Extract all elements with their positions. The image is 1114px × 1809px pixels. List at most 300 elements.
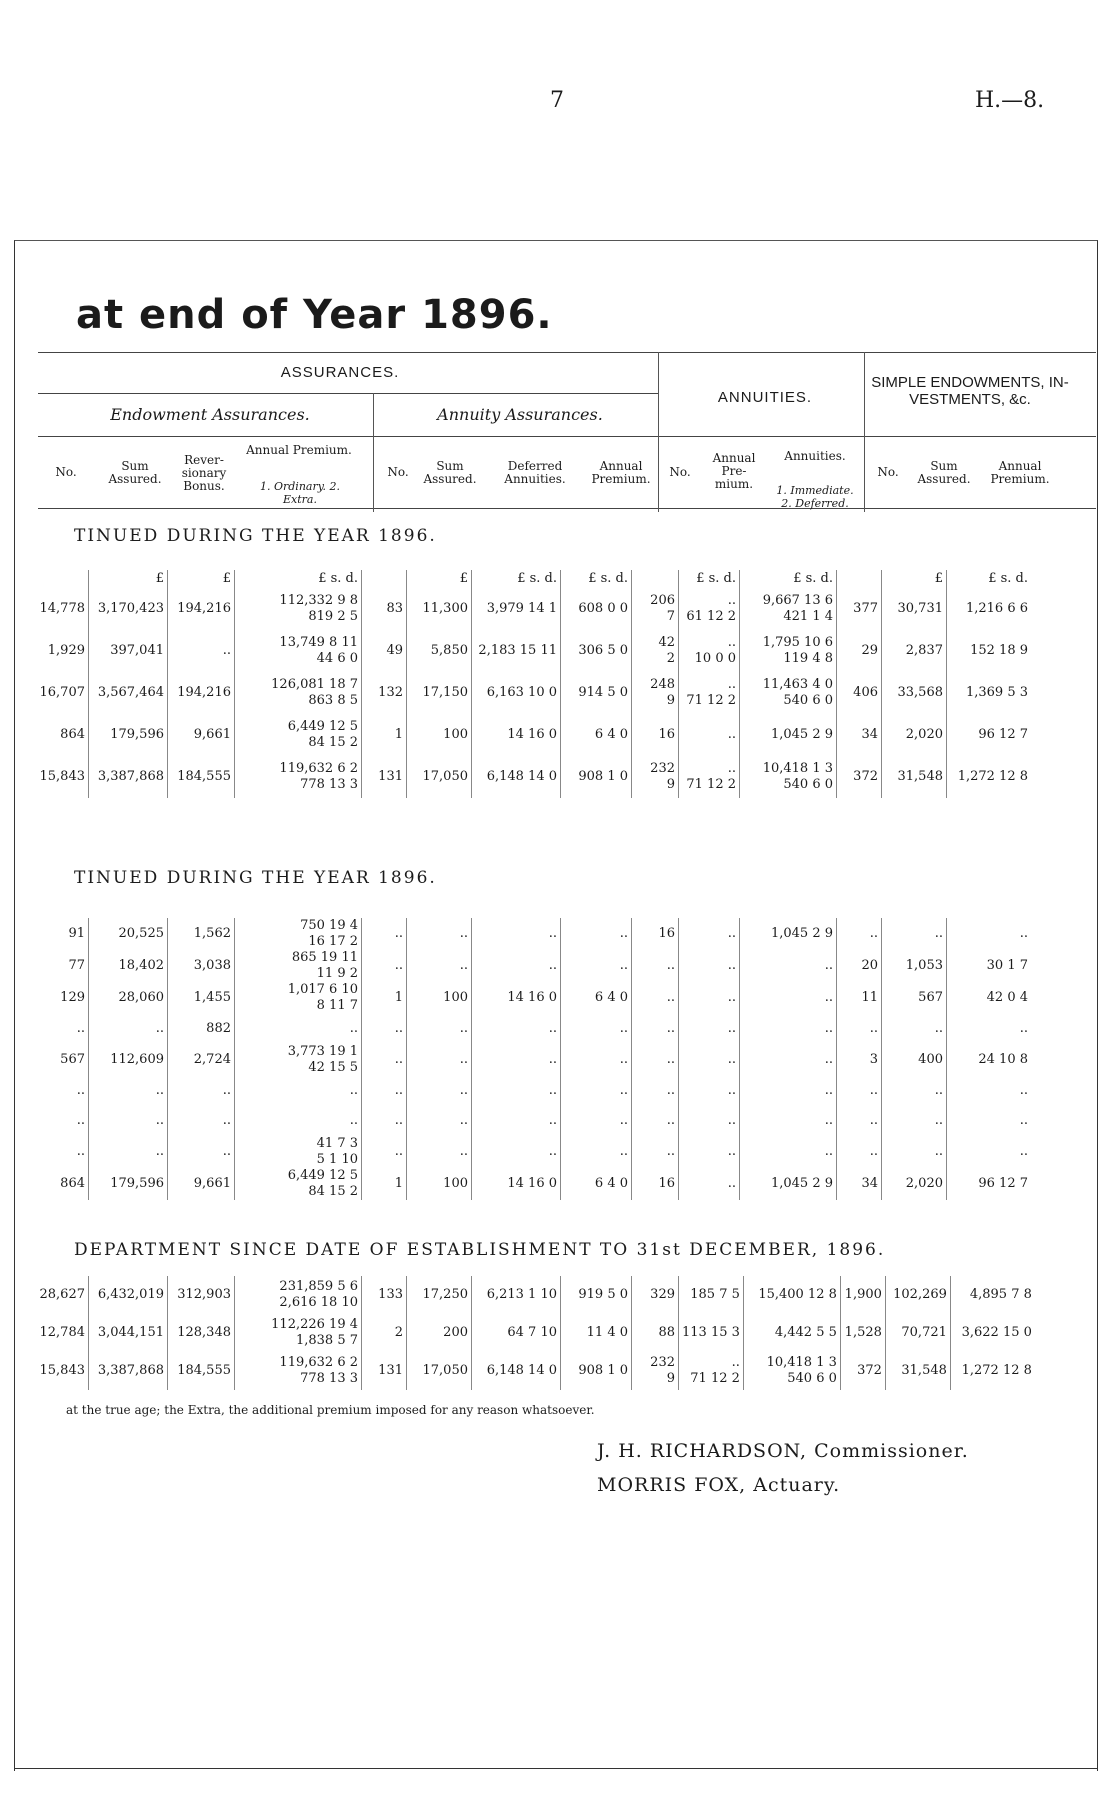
cell-line: 100	[443, 1176, 468, 1191]
table-cell	[235, 1076, 362, 1106]
table-cell	[235, 1168, 362, 1200]
table-cell	[740, 1044, 837, 1076]
table-cell	[168, 1352, 235, 1390]
table-cell	[632, 588, 679, 630]
cell-line: 421 1 4	[783, 609, 833, 624]
table-cell	[632, 1076, 679, 1106]
cell-line: ..	[869, 1021, 878, 1036]
col-sum-assured-2: Sum Assured.	[423, 459, 477, 486]
table-cell	[32, 1168, 89, 1200]
cell-line: ..	[727, 1176, 736, 1191]
cell-line: ..	[619, 926, 628, 941]
table-cell	[840, 1352, 885, 1390]
cell-line: 1,272 12 8	[957, 769, 1028, 784]
table-row	[32, 1314, 1035, 1352]
table-cell	[743, 1352, 840, 1390]
table-cell	[679, 714, 740, 756]
cell-line: 71 12 2	[686, 777, 736, 792]
table-cell	[407, 1106, 472, 1136]
cell-line: ..	[548, 958, 557, 973]
table-cell	[882, 982, 947, 1014]
table-cell	[407, 672, 472, 714]
cell-line: ..	[459, 1144, 468, 1159]
table-cell	[950, 1276, 1035, 1314]
table-cell	[679, 1168, 740, 1200]
cell-line: ..	[548, 926, 557, 941]
cell-line: ..	[727, 1144, 736, 1159]
table-cell	[561, 982, 632, 1014]
table-cell	[472, 1136, 561, 1168]
section-2-table	[32, 918, 1031, 1200]
table-cell	[32, 1136, 89, 1168]
cell-line: 11,463 4 0	[762, 677, 833, 692]
table-cell	[235, 1314, 362, 1352]
table-cell	[32, 1276, 89, 1314]
table-cell	[561, 756, 632, 798]
cell-line: 179,596	[110, 1176, 164, 1191]
cell-line: 914 5 0	[578, 685, 628, 700]
cell-line: 112,226 19 4	[271, 1317, 358, 1332]
table-cell	[32, 918, 89, 950]
table-cell	[743, 1276, 840, 1314]
cell-line: 42 0 4	[986, 990, 1028, 1005]
table-cell	[407, 982, 472, 1014]
cell-line: ..	[934, 1021, 943, 1036]
header-annuities: ANNUITIES.	[717, 389, 813, 406]
table-row	[32, 1014, 1031, 1044]
unit-label: £ s. d.	[318, 571, 358, 586]
table-cell	[472, 1314, 561, 1352]
cell-line: 61 12 2	[686, 609, 736, 624]
cell-line: ..	[727, 1113, 736, 1128]
cell-line: 11 9 2	[316, 966, 358, 981]
table-cell	[679, 950, 740, 982]
cell-line: 77	[68, 958, 85, 973]
cell-line: 15,843	[39, 769, 85, 784]
cell-line: ..	[666, 958, 675, 973]
cell-line: 64 7 10	[507, 1325, 557, 1340]
cell-line: 3,044,151	[97, 1325, 164, 1340]
table-cell	[362, 756, 407, 798]
table-cell	[885, 1314, 950, 1352]
cell-line: ..	[459, 1021, 468, 1036]
table-cell	[168, 1314, 235, 1352]
cell-line: 2,020	[905, 727, 943, 742]
cell-line: 406	[853, 685, 878, 700]
cell-line: 11 4 0	[586, 1325, 628, 1340]
col-annuity-types: 1. Immediate. 2. Deferred.	[776, 484, 854, 510]
table-cell	[743, 1314, 840, 1352]
cell-line: 540 6 0	[783, 693, 833, 708]
table-cell	[89, 1076, 168, 1106]
cell-line: 185 7 5	[690, 1287, 740, 1302]
table-cell	[740, 1136, 837, 1168]
table-cell	[362, 1352, 407, 1390]
table-cell	[679, 1076, 740, 1106]
cell-line: 100	[443, 990, 468, 1005]
table-cell	[362, 672, 407, 714]
cell-line: ..	[548, 1021, 557, 1036]
units-row	[32, 570, 1031, 588]
cell-line: 9,661	[193, 1176, 231, 1191]
cell-line: 9,661	[193, 727, 231, 742]
table-cell	[947, 982, 1032, 1014]
cell-line: 2,724	[193, 1052, 231, 1067]
table-cell	[89, 714, 168, 756]
table-cell	[561, 1014, 632, 1044]
cell-line: ..	[934, 926, 943, 941]
cell-line: 778 13 3	[300, 777, 358, 792]
cell-line: 14 16 0	[507, 990, 557, 1005]
cell-line: 16	[658, 1176, 675, 1191]
cell-line: 3,170,423	[97, 601, 164, 616]
page-reference: H.—8.	[975, 88, 1045, 113]
cell-line: ..	[394, 1021, 403, 1036]
table-cell	[882, 672, 947, 714]
cell-line: 1,272 12 8	[961, 1363, 1032, 1378]
table-cell	[362, 630, 407, 672]
table-cell	[407, 950, 472, 982]
cell-line: 372	[853, 769, 878, 784]
cell-line: 28,060	[118, 990, 164, 1005]
cell-line: ..	[155, 1021, 164, 1036]
cell-line: ..	[727, 761, 736, 776]
table-cell	[235, 982, 362, 1014]
section-1-table	[32, 570, 1031, 798]
cell-line: 1,216 6 6	[965, 601, 1028, 616]
table-cell	[89, 1106, 168, 1136]
cell-line: 152 18 9	[970, 643, 1028, 658]
table-cell	[472, 1168, 561, 1200]
cell-line: ..	[727, 926, 736, 941]
cell-line: 30 1 7	[986, 958, 1028, 973]
cell-line: ..	[222, 643, 231, 658]
cell-line: 6,449 12 5	[287, 719, 358, 734]
table-cell	[362, 714, 407, 756]
col-no-4: No.	[877, 465, 899, 479]
cell-line: ..	[869, 1113, 878, 1128]
table-cell	[32, 1314, 89, 1352]
cell-line: ..	[824, 1021, 833, 1036]
cell-line: ..	[155, 1113, 164, 1128]
table-cell	[89, 1136, 168, 1168]
table-row	[32, 918, 1031, 950]
unit-label: £	[222, 571, 231, 586]
cell-line: ..	[666, 990, 675, 1005]
cell-line: 17,150	[422, 685, 468, 700]
cell-line: 83	[386, 601, 403, 616]
table-cell	[168, 1276, 235, 1314]
cell-line: 1,900	[844, 1287, 882, 1302]
table-cell	[561, 1044, 632, 1076]
cell-line: ..	[548, 1052, 557, 1067]
table-cell	[632, 714, 679, 756]
table-cell	[740, 756, 837, 798]
table-cell	[837, 1044, 882, 1076]
cell-line: 567	[60, 1052, 85, 1067]
table-cell	[89, 1044, 168, 1076]
table-cell	[632, 1044, 679, 1076]
table-cell	[632, 1168, 679, 1200]
table-row	[32, 1106, 1031, 1136]
cell-line: 306 5 0	[578, 643, 628, 658]
cell-line: 194,216	[177, 685, 231, 700]
table-cell	[632, 982, 679, 1014]
cell-line: 2,837	[905, 643, 943, 658]
table-row	[32, 1352, 1035, 1390]
table-cell	[168, 1014, 235, 1044]
table-row	[32, 982, 1031, 1014]
cell-line: 49	[386, 643, 403, 658]
table-cell	[561, 588, 632, 630]
table-cell	[882, 950, 947, 982]
table-cell	[407, 1352, 472, 1390]
table-cell	[168, 982, 235, 1014]
table-cell	[837, 756, 882, 798]
cell-line: ..	[548, 1083, 557, 1098]
cell-line: ..	[394, 958, 403, 973]
page-number: 7	[550, 88, 564, 113]
cell-line: 1,528	[844, 1325, 882, 1340]
unit-label: £ s. d.	[793, 571, 833, 586]
cell-line: 3	[869, 1052, 878, 1067]
cell-line: 750 19 4	[300, 918, 358, 933]
cell-line: 8 11 7	[316, 998, 358, 1013]
table-cell	[32, 714, 89, 756]
cell-line: ..	[727, 958, 736, 973]
table-cell	[740, 1168, 837, 1200]
cell-line: 2	[666, 651, 675, 666]
cell-line: ..	[459, 1052, 468, 1067]
cell-line: 5 1 10	[316, 1152, 358, 1167]
table-cell	[89, 630, 168, 672]
table-cell	[947, 1014, 1032, 1044]
col-no: No.	[55, 465, 77, 479]
cell-line: ..	[666, 1021, 675, 1036]
unit-label: £	[934, 571, 943, 586]
table-cell	[679, 756, 740, 798]
cell-line: ..	[619, 958, 628, 973]
cell-line: 7	[666, 609, 675, 624]
cell-line: ..	[619, 1144, 628, 1159]
cell-line: ..	[76, 1113, 85, 1128]
table-cell	[407, 756, 472, 798]
table-row	[32, 1044, 1031, 1076]
table-cell	[168, 756, 235, 798]
table-cell	[168, 672, 235, 714]
table-cell	[561, 1314, 632, 1352]
unit-label: £ s. d.	[988, 571, 1028, 586]
cell-line: 9	[666, 693, 675, 708]
cell-line: ..	[727, 1083, 736, 1098]
table-cell	[362, 1106, 407, 1136]
table-cell	[168, 714, 235, 756]
cell-line: 2,020	[905, 1176, 943, 1191]
cell-line: 17,050	[422, 1363, 468, 1378]
cell-line: ..	[934, 1113, 943, 1128]
cell-line: 248	[650, 677, 675, 692]
table-cell	[89, 588, 168, 630]
cell-line: ..	[727, 727, 736, 742]
cell-line: ..	[222, 1113, 231, 1128]
table-cell	[837, 588, 882, 630]
cell-line: 31,548	[897, 769, 943, 784]
table-cell	[882, 1168, 947, 1200]
cell-line: 3,387,868	[97, 1363, 164, 1378]
cell-line: 14,778	[39, 601, 85, 616]
cell-line: 882	[206, 1021, 231, 1036]
cell-line: ..	[222, 1083, 231, 1098]
cell-line: ..	[394, 926, 403, 941]
table-cell	[561, 1106, 632, 1136]
table-cell	[32, 672, 89, 714]
table-cell	[837, 630, 882, 672]
cell-line: 119,632 6 2	[279, 1355, 358, 1370]
cell-line: 864	[60, 727, 85, 742]
table-cell	[882, 1076, 947, 1106]
table-cell	[362, 918, 407, 950]
table-cell	[837, 950, 882, 982]
table-cell	[168, 950, 235, 982]
cell-line: 14 16 0	[507, 727, 557, 742]
cell-line: ..	[619, 1052, 628, 1067]
cell-line: 919 5 0	[578, 1287, 628, 1302]
table-cell	[407, 918, 472, 950]
table-cell	[882, 714, 947, 756]
table-row	[32, 1168, 1031, 1200]
table-cell	[632, 918, 679, 950]
cell-line: 113 15 3	[682, 1325, 740, 1340]
cell-line: 3,038	[193, 958, 231, 973]
cell-line: 11,300	[422, 601, 468, 616]
table-cell	[235, 630, 362, 672]
cell-line: 119,632 6 2	[279, 761, 358, 776]
page-title: at end of Year 1896.	[76, 292, 553, 338]
cell-line: 1	[394, 727, 403, 742]
table-cell	[840, 1314, 885, 1352]
table-cell	[561, 672, 632, 714]
table-cell	[362, 1168, 407, 1200]
cell-line: 91	[68, 926, 85, 941]
table-cell	[679, 630, 740, 672]
cell-line: 30,731	[897, 601, 943, 616]
cell-line: 15,843	[39, 1363, 85, 1378]
table-cell	[561, 1352, 632, 1390]
table-cell	[679, 1136, 740, 1168]
table-cell	[472, 982, 561, 1014]
cell-line: ..	[869, 1144, 878, 1159]
cell-line: ..	[548, 1144, 557, 1159]
table-row	[32, 588, 1031, 630]
table-cell	[407, 1136, 472, 1168]
header-annuity-assurances: Annuity Assurances.	[437, 405, 603, 424]
table-cell	[472, 588, 561, 630]
table-cell	[32, 982, 89, 1014]
cell-line: 10,418 1 3	[762, 761, 833, 776]
table-cell	[882, 630, 947, 672]
table-cell	[947, 588, 1032, 630]
cell-line: 70,721	[901, 1325, 947, 1340]
cell-line: 16 17 2	[308, 934, 358, 949]
cell-line: 1	[394, 1176, 403, 1191]
table-cell	[882, 918, 947, 950]
cell-line: ..	[824, 1052, 833, 1067]
cell-line: 206	[650, 593, 675, 608]
cell-line: ..	[934, 1083, 943, 1098]
cell-line: 2,183 15 11	[478, 643, 557, 658]
cell-line: ..	[727, 990, 736, 1005]
cell-line: 34	[861, 1176, 878, 1191]
col-sum-assured: Sum Assured.	[108, 459, 162, 486]
table-row	[32, 672, 1031, 714]
signature-commissioner: J. H. RICHARDSON, Commissioner.	[597, 1440, 969, 1462]
table-cell	[561, 1168, 632, 1200]
cell-line: 6,148 14 0	[486, 1363, 557, 1378]
cell-line: 9	[666, 777, 675, 792]
col-annual-premium-2: Annual Premium.	[591, 459, 651, 486]
cell-line: ..	[1019, 1113, 1028, 1128]
table-cell	[407, 714, 472, 756]
table-cell	[362, 1014, 407, 1044]
cell-line: 16	[658, 727, 675, 742]
table-cell	[947, 756, 1032, 798]
table-cell	[168, 1106, 235, 1136]
cell-line: ..	[727, 1052, 736, 1067]
table-cell	[32, 1044, 89, 1076]
table-cell	[235, 672, 362, 714]
table-cell	[407, 630, 472, 672]
cell-line: 778 13 3	[300, 1371, 358, 1386]
cell-line: 3,622 15 0	[961, 1325, 1032, 1340]
cell-line: ..	[869, 1083, 878, 1098]
table-cell	[950, 1314, 1035, 1352]
table-row	[32, 756, 1031, 798]
table-cell	[472, 1014, 561, 1044]
cell-line: ..	[155, 1083, 164, 1098]
table-cell	[740, 982, 837, 1014]
cell-line: ..	[666, 1052, 675, 1067]
table-cell	[89, 672, 168, 714]
cell-line: ..	[727, 635, 736, 650]
cell-line: 863 8 5	[308, 693, 358, 708]
cell-line: 11	[861, 990, 878, 1005]
table-cell	[168, 630, 235, 672]
table-cell	[89, 918, 168, 950]
cell-line: ..	[394, 1113, 403, 1128]
table-cell	[947, 672, 1032, 714]
table-cell	[32, 1014, 89, 1044]
cell-line: 42	[658, 635, 675, 650]
table-cell	[32, 1076, 89, 1106]
table-cell	[235, 1106, 362, 1136]
table-cell	[882, 1106, 947, 1136]
cell-line: 20,525	[118, 926, 164, 941]
table-cell	[882, 1044, 947, 1076]
cell-line: 179,596	[110, 727, 164, 742]
table-cell	[632, 1352, 679, 1390]
table-cell	[882, 1136, 947, 1168]
cell-line: 6 4 0	[594, 990, 628, 1005]
cell-line: 3,567,464	[97, 685, 164, 700]
cell-line: ..	[222, 1144, 231, 1159]
cell-line: 6,432,019	[97, 1287, 164, 1302]
cell-line: 372	[857, 1363, 882, 1378]
cell-line: 865 19 11	[291, 950, 358, 965]
table-cell	[837, 982, 882, 1014]
table-cell	[882, 756, 947, 798]
cell-line: 33,568	[897, 685, 943, 700]
cell-line: ..	[394, 1052, 403, 1067]
